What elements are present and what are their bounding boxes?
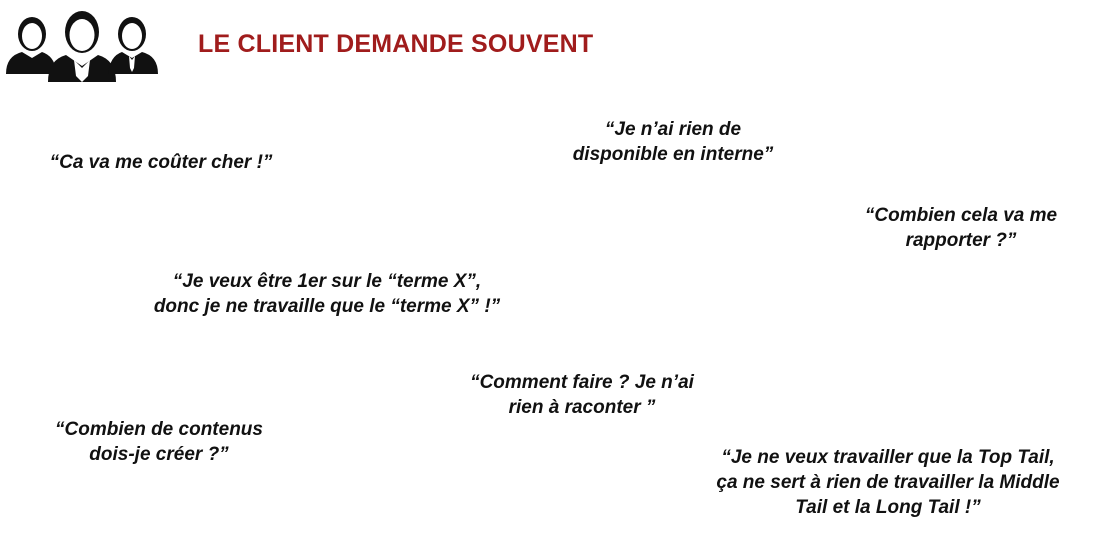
quote-line: “Je ne veux travailler que la Top Tail, — [721, 447, 1055, 468]
person-center-icon — [48, 11, 116, 82]
quote-line: rapporter ?” — [905, 230, 1017, 251]
quote-line: “Ca va me coûter cher !” — [49, 152, 273, 173]
quote-line: “Je veux être 1er sur le “terme X”, — [172, 271, 482, 292]
quote-return — [846, 203, 1076, 253]
quote-term-x — [126, 269, 528, 319]
person-right-icon — [108, 17, 158, 74]
quote-content-count — [36, 417, 282, 467]
quote-line: Tail et la Long Tail !” — [795, 497, 981, 518]
quote-line: “Combien de contenus — [55, 419, 263, 440]
people-group-icon — [4, 8, 166, 84]
quote-top-tail — [690, 445, 1086, 520]
quote-internal-resources — [548, 117, 798, 167]
quote-line: disponible en interne” — [572, 144, 774, 165]
quote-line: “Je n’ai rien de — [604, 119, 742, 140]
quote-line: donc je ne travaille que le “terme X” !” — [153, 296, 501, 317]
quote-line: ça ne sert à rien de travailler la Middle — [716, 472, 1060, 493]
quote-line: dois-je créer ?” — [89, 444, 229, 465]
person-left-icon — [6, 17, 56, 74]
quote-cost — [36, 150, 286, 175]
page-title: LE CLIENT DEMANDE SOUVENT — [198, 30, 594, 58]
quote-line: “Combien cela va me — [864, 205, 1058, 226]
quote-nothing-to-tell — [450, 370, 714, 420]
quote-line: rien à raconter ” — [508, 397, 656, 418]
quote-line: “Comment faire ? Je n’ai — [470, 372, 694, 393]
